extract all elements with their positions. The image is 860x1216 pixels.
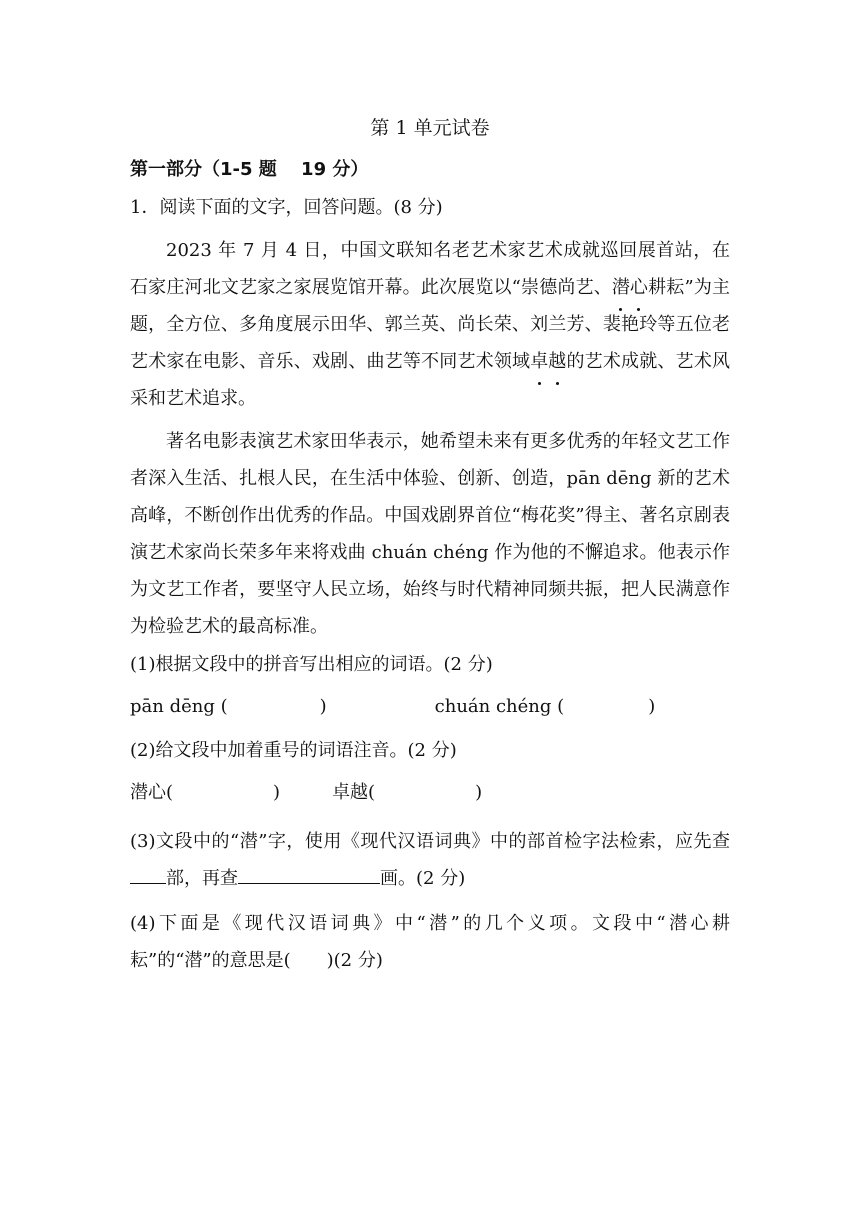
subquestion-4: (4)下面是《现代汉语词典》中“潜”的几个义项。文段中“潜心耕耘”的“潜”的意思是( )(2 分) (130, 913, 730, 971)
emphasis-char-yue: 越 (548, 343, 566, 380)
answer-blank-strokes[interactable] (238, 865, 380, 884)
subquestion-1: (1)根据文段中的拼音写出相应的词语。(2 分) (130, 654, 493, 675)
passage-paragraph-1 (130, 232, 730, 417)
zhuyin-answer-line: 潜心( ) 卓越( ) (130, 782, 483, 803)
pinyin-answer-line: pān dēng ( ) chuán chéng ( ) (130, 696, 656, 717)
passage-text: 的艺术成就、艺术风采和艺术追求。 (130, 351, 731, 409)
emphasis-char-xin: 心 (630, 269, 648, 306)
answer-blank-radical[interactable] (130, 865, 166, 884)
subquestion-3: (3)文段中的“潜”字，使用《现代汉语词典》中的部首检字法检索，应先查部，再查 画。(2 分) (130, 831, 730, 889)
subquestion-2: (2)给文段中加着重号的词语注音。(2 分) (130, 740, 457, 761)
passage-paragraph-2: 著名电影表演艺术家田华表示，她希望未来有更多优秀的年轻文艺工作者深入生活、扎根人民，在生活中体验、创新、创造，pān dēng 新的艺术高峰，不断创作出优秀的作品。中国戏剧界首位“梅花奖”得主、著名京剧表演艺术家尚长荣多年来将戏曲 chuán chéng 作为他的不懈追求。他表示作为文艺工作者，要坚守人民立场，始终与时代精神同频共振，把人民满意作为检验艺术的最高标准。 (130, 431, 730, 637)
emphasis-char-zhuo: 卓 (530, 343, 548, 380)
exam-title: 第 1 单元试卷 (370, 117, 490, 139)
zhuyin-label-2: 卓越( (332, 782, 376, 803)
exam-page (130, 114, 730, 987)
emphasis-char-qian: 潜 (612, 269, 630, 306)
pinyin-label-2: chuán chéng (434, 696, 552, 717)
passage-text: 2023 年 7 月 4 日，中国文联知名老艺术家艺术成就巡回展首站，在石家庄河北文艺家之家展览馆开幕。此次展览以“崇德尚艺、 (130, 240, 730, 298)
passage-text: 耕耘”为主题，全方位、多角度展示田华、郭兰英、尚长荣、刘兰芳、裴艳玲等五位老艺术家在电影、音乐、戏剧、曲艺等不同艺术领域 (130, 277, 730, 372)
pinyin-label-1: pān dēng (130, 696, 215, 717)
question-1-prompt: 1．阅读下面的文字，回答问题。(8 分) (130, 197, 443, 218)
section-heading: 第一部分（1-5 题 19 分） (130, 159, 369, 180)
zhuyin-label-1: 潜心( (130, 782, 174, 803)
